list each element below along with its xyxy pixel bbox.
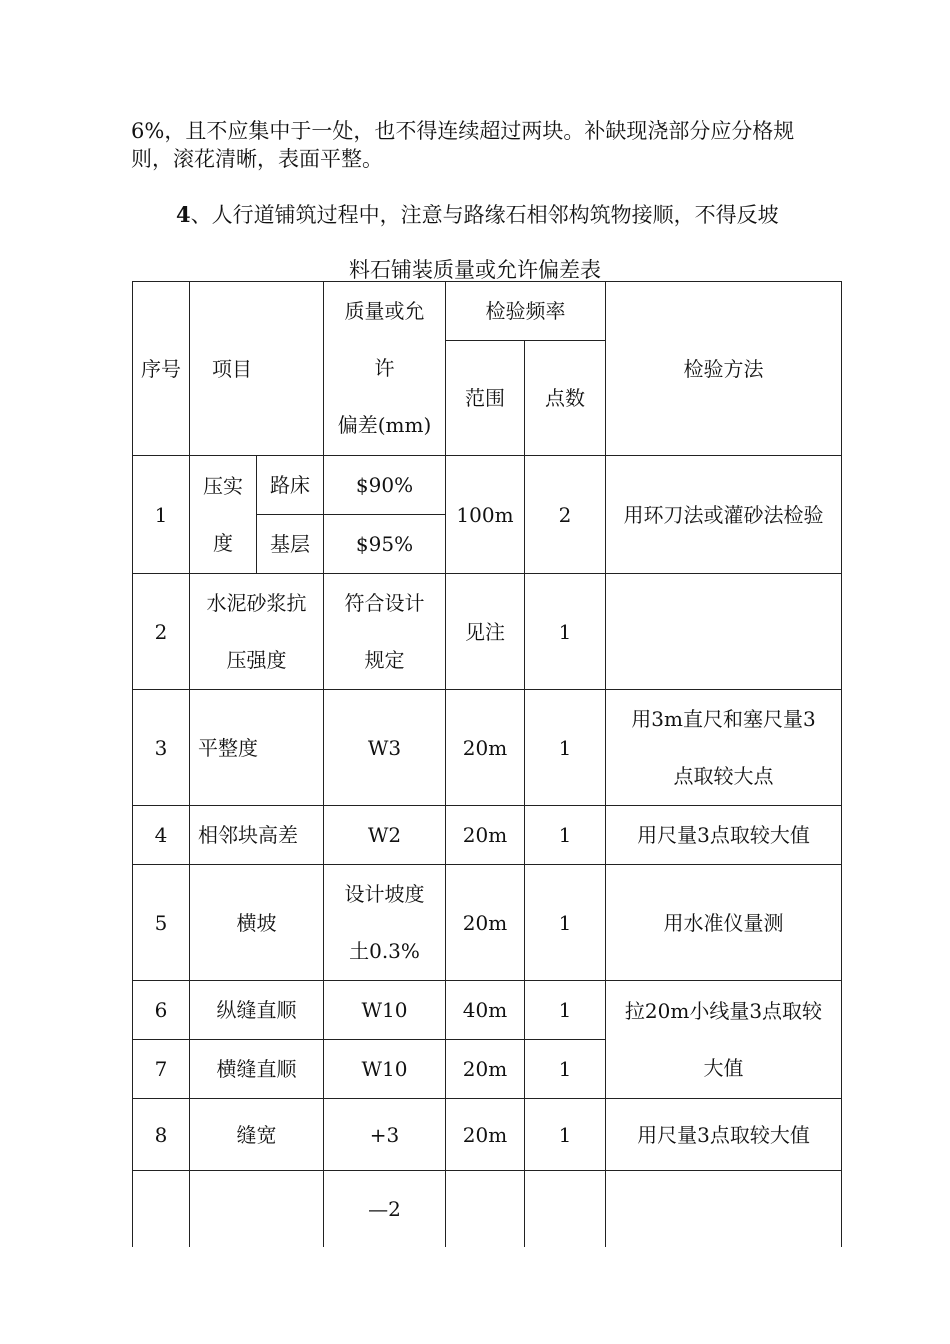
row-8-range: 20m [446, 1099, 525, 1171]
row-1-tol-b: $95% [324, 515, 446, 574]
header-points: 点数 [525, 341, 606, 456]
header-frequency: 检验频率 [446, 282, 606, 341]
row-6-points: 1 [525, 981, 606, 1040]
row-9-method [606, 1171, 842, 1248]
row-1-sub-a: 路床 [257, 456, 324, 515]
row-4-method: 用尺量3点取较大值 [606, 806, 842, 865]
row-5-item: 横坡 [190, 865, 324, 981]
row-8-tol: +3 [324, 1099, 446, 1171]
header-item: 项目 [190, 282, 324, 456]
paragraph-line: 则，滚花清晰，表面平整。 [131, 147, 383, 171]
row-3-range: 20m [446, 690, 525, 806]
row-3-method: 用3m直尺和塞尺量3 点取较大点 [606, 690, 842, 806]
row-2-range: 见注 [446, 574, 525, 690]
header-seq: 序号 [133, 282, 190, 456]
row-7-tol: W10 [324, 1040, 446, 1099]
paragraph-text: 、人行道铺筑过程中，注意与路缘石相邻构筑物接顺，不得反坡 [190, 203, 779, 227]
row-5-points: 1 [525, 865, 606, 981]
row-3-tol: W3 [324, 690, 446, 806]
row-9-range [446, 1171, 525, 1248]
row-1-tol-a: $90% [324, 456, 446, 515]
row-7-points: 1 [525, 1040, 606, 1099]
row-2-seq: 2 [133, 574, 190, 690]
row-1-points: 2 [525, 456, 606, 574]
body-paragraph-2 [176, 201, 836, 229]
row-3-points: 1 [525, 690, 606, 806]
row-8-seq: 8 [133, 1099, 190, 1171]
body-paragraph-1 [131, 117, 831, 173]
row-2-item: 水泥砂浆抗 压强度 [190, 574, 324, 690]
row-5-seq: 5 [133, 865, 190, 981]
item-number: 4 [176, 202, 191, 227]
row-5-method: 用水准仪量测 [606, 865, 842, 981]
row-4-points: 1 [525, 806, 606, 865]
row-4-seq: 4 [133, 806, 190, 865]
row-1-range: 100m [446, 456, 525, 574]
row-2-tol: 符合设计 规定 [324, 574, 446, 690]
row-8-item: 缝宽 [190, 1099, 324, 1171]
row-7-seq: 7 [133, 1040, 190, 1099]
row-3-item: 平整度 [190, 690, 324, 806]
row-6-item: 纵缝直顺 [190, 981, 324, 1040]
row-7-item: 横缝直顺 [190, 1040, 324, 1099]
row-1-item: 压实 度 [190, 456, 257, 574]
row-9-tol: —2 [324, 1171, 446, 1248]
row-1-method: 用环刀法或灌砂法检验 [606, 456, 842, 574]
row-7-range: 20m [446, 1040, 525, 1099]
quality-table [132, 281, 842, 1247]
row-4-tol: W2 [324, 806, 446, 865]
header-method: 检验方法 [606, 282, 842, 456]
row-5-range: 20m [446, 865, 525, 981]
row-6-seq: 6 [133, 981, 190, 1040]
row-6-7-method: 拉20m小线量3点取较 大值 [606, 981, 842, 1099]
row-4-range: 20m [446, 806, 525, 865]
row-1-seq: 1 [133, 456, 190, 574]
row-2-points: 1 [525, 574, 606, 690]
row-6-tol: W10 [324, 981, 446, 1040]
header-range: 范围 [446, 341, 525, 456]
header-tolerance: 质量或允 许 偏差(mm) [324, 282, 446, 456]
paragraph-line: 6%，且不应集中于一处，也不得连续超过两块。补缺现浇部分应分格规 [131, 119, 795, 143]
row-4-item: 相邻块高差 [190, 806, 324, 865]
table-title: 料石铺装质量或允许偏差表 [349, 258, 601, 282]
row-3-seq: 3 [133, 690, 190, 806]
row-1-sub-b: 基层 [257, 515, 324, 574]
row-9-points [525, 1171, 606, 1248]
row-2-method [606, 574, 842, 690]
row-8-points: 1 [525, 1099, 606, 1171]
row-8-method: 用尺量3点取较大值 [606, 1099, 842, 1171]
row-9-seq [133, 1171, 190, 1248]
row-6-range: 40m [446, 981, 525, 1040]
row-5-tol: 设计坡度 土0.3% [324, 865, 446, 981]
row-9-item [190, 1171, 324, 1248]
